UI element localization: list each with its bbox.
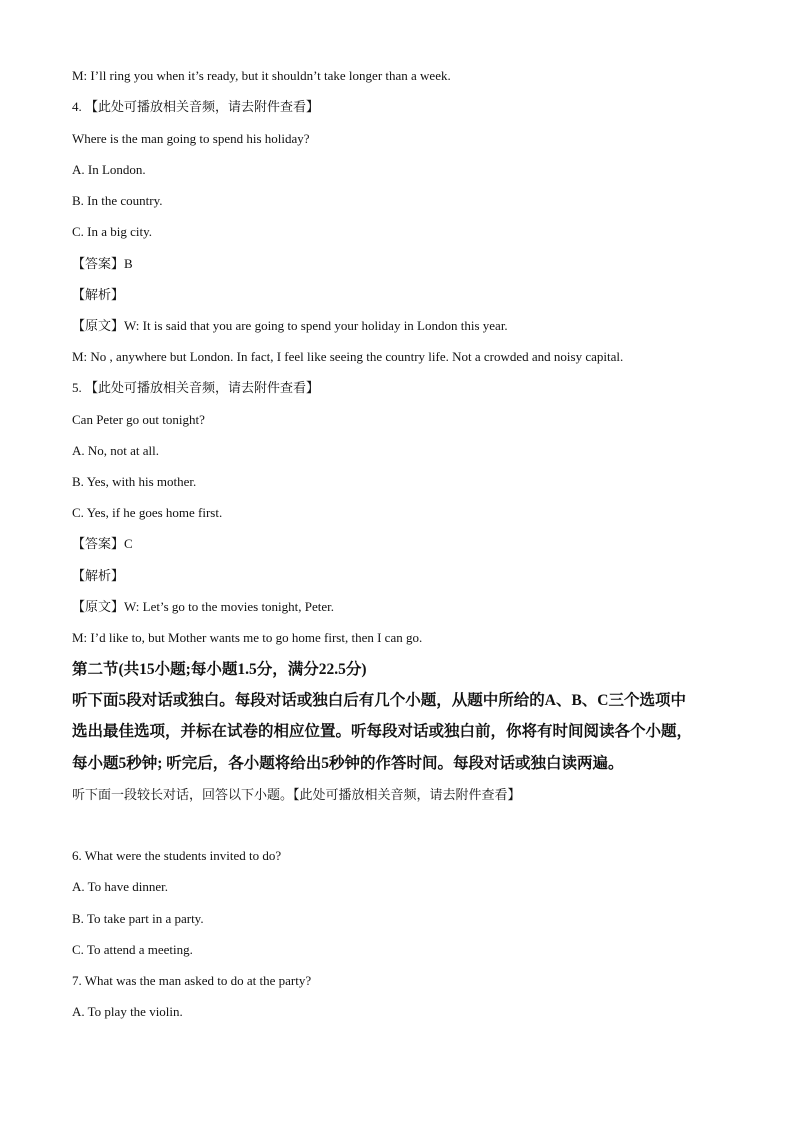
option-c: C. Yes, if he goes home first. xyxy=(72,505,223,520)
option-a: A. No, not at all. xyxy=(72,443,160,458)
question-5-text: Can Peter go out tonight? xyxy=(72,412,205,427)
transcript-line: 【原文】W: Let’s go to the movies tonight, Peter. xyxy=(72,599,335,614)
section-instruction: 每小题5秒钟; 听完后，各小题将给出5秒钟的作答时间。每段对话或独白读两遍。 xyxy=(72,755,624,772)
transcript-line: M: No , anywhere but London. In fact, I feel like seeing the country life. Not a crowded and noisy capital. xyxy=(72,349,624,364)
option-a: A. In London. xyxy=(72,162,146,177)
section-instruction: 选出最佳选项，并标在试卷的相应位置。听每段对话或独白前，你将有时间阅读各个小题， xyxy=(72,723,693,740)
option-b: B. To take part in a party. xyxy=(72,911,204,926)
analysis-label: 【解析】 xyxy=(72,568,125,583)
answer-label: 【答案】B xyxy=(72,256,133,271)
option-b: B. Yes, with his mother. xyxy=(72,474,197,489)
listening-audio-placeholder[interactable]: 听下面一段较长对话，回答以下小题。【此处可播放相关音频，请去附件查看】 xyxy=(72,787,521,802)
dialogue-line: M: I’ll ring you when it’s ready, but it shouldn’t take longer than a week. xyxy=(72,68,451,83)
question-4-text: Where is the man going to spend his holiday? xyxy=(72,131,310,146)
option-c: C. In a big city. xyxy=(72,224,153,239)
section-instruction: 听下面5段对话或独白。每段对话或独白后有几个小题，从题中所给的A、B、C三个选项中 xyxy=(72,692,686,709)
analysis-label: 【解析】 xyxy=(72,287,125,302)
option-c: C. To attend a meeting. xyxy=(72,942,193,957)
question-7-text: 7. What was the man asked to do at the party? xyxy=(72,973,312,988)
answer-label: 【答案】C xyxy=(72,536,133,551)
option-a: A. To have dinner. xyxy=(72,879,168,894)
question-6-text: 6. What were the students invited to do? xyxy=(72,848,282,863)
transcript-line: 【原文】W: It is said that you are going to spend your holiday in London this year. xyxy=(72,318,508,333)
option-b: B. In the country. xyxy=(72,193,163,208)
question-5-audio-placeholder[interactable]: 5. 【此处可播放相关音频，请去附件查看】 xyxy=(72,380,320,395)
question-4-audio-placeholder[interactable]: 4. 【此处可播放相关音频，请去附件查看】 xyxy=(72,99,320,114)
transcript-line: M: I’d like to, but Mother wants me to go home first, then I can go. xyxy=(72,630,423,645)
option-a: A. To play the violin. xyxy=(72,1004,183,1019)
section-heading: 第二节(共15小题;每小题1.5分，满分22.5分) xyxy=(72,661,367,678)
